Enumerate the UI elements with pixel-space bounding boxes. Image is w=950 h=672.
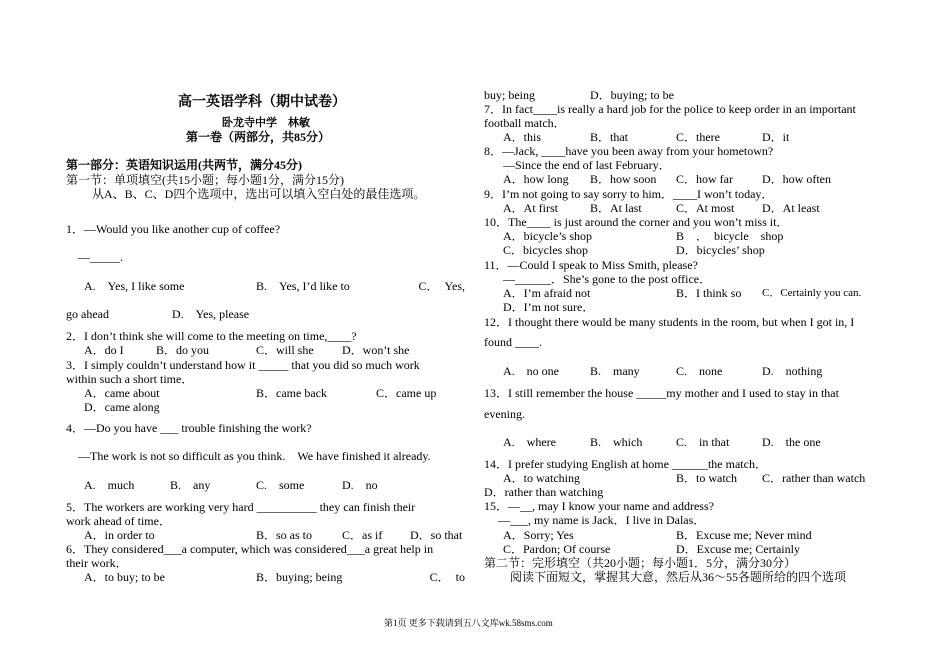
q1-option-c-cont: go ahead [66, 307, 109, 321]
q14-option-b: B．to watch [676, 471, 737, 485]
q10-option-c: C．bicycles shop [503, 243, 588, 257]
q15-stem: 15．—__, may I know your name and address? [484, 499, 714, 513]
q4-option-a: A. much [84, 478, 135, 492]
q12-option-a: A. no one [503, 364, 559, 378]
q13-option-d: D. the one [762, 435, 821, 449]
q6-stem-cont: their work． [66, 556, 128, 570]
q8-stem: 8．—Jack, ____have you been away from your hometown? [484, 144, 774, 158]
q15-option-d: D．Excuse me; Certainly [676, 542, 800, 556]
q4-stem: 4．—Do you have ___ trouble finishing the work? [66, 421, 312, 435]
q8-option-c: C．how far [676, 172, 733, 186]
q13-option-b: B. which [590, 435, 643, 449]
q3-option-a: A．came about [84, 386, 160, 400]
q7-option-c: C．there [676, 130, 720, 144]
q13-stem: 13．I still remember the house _____my mother and I used to stay in that [484, 386, 839, 400]
q15-option-c: C．Pardon; Of course [503, 542, 611, 556]
q2-stem: 2．I don’t think she will come to the meeting on time,____? [66, 329, 357, 343]
q8-option-d: D．how often [762, 172, 831, 186]
q9-option-c: C．At most [676, 201, 735, 215]
q15-option-b: B．Excuse me; Never mind [676, 528, 812, 542]
q7-option-b: B．that [590, 130, 628, 144]
q1-option-d: D. Yes, please [172, 307, 250, 321]
exam-title: 高一英语学科（期中试卷） [178, 95, 346, 110]
q15-option-a: A．Sorry; Yes [503, 528, 574, 542]
q5-option-d: D．so that [410, 528, 463, 542]
q6-stem: 6．They considered___a computer, which was considered___a great help in [66, 542, 434, 556]
q5-stem-cont: work ahead of time． [66, 514, 171, 528]
q8-reply: —Since the end of last February． [503, 158, 671, 172]
q3-option-b: B．came back [256, 386, 327, 400]
q6-option-a: A．to buy; to be [84, 570, 165, 584]
part1-heading: 第一部分：英语知识运用(共两节，满分45分) [66, 158, 302, 172]
q10-option-a: A．bicycle’s shop [503, 229, 592, 243]
q9-option-a: A．At first [503, 201, 558, 215]
q5-option-b: B．so as to [256, 528, 313, 542]
q1-stem: 1．—Would you like another cup of coffee? [66, 222, 281, 236]
q7-option-a: A．this [503, 130, 542, 144]
q12-stem: 12．I thought there would be many students in the room, but when I got in, I [484, 315, 855, 329]
q10-option-b: B ． bicycle shop [676, 229, 784, 243]
q4-option-d: D. no [342, 478, 378, 492]
q3-option-c: C．came up [376, 386, 437, 400]
q8-option-b: B．how soon [590, 172, 657, 186]
q2-option-c: C．will she [256, 343, 314, 357]
q1-reply: —_____. [78, 250, 123, 264]
q13-stem-cont: evening. [484, 407, 525, 421]
q10-option-d: D．bicycles’ shop [676, 243, 765, 257]
q7-option-d: D．it [762, 130, 790, 144]
q12-option-c: C. none [676, 364, 723, 378]
q14-option-a: A．to watching [503, 471, 580, 485]
q14-option-c: C．rather than watch [762, 471, 866, 485]
q4-option-b: B. any [170, 478, 211, 492]
q12-option-b: B. many [590, 364, 640, 378]
q1-option-b: B. Yes, I’d like to [256, 279, 350, 293]
q11-stem: 11．—Could I speak to Miss Smith, please? [484, 258, 698, 272]
q15-reply: —___, my name is Jack．I live in Dalas． [498, 513, 706, 527]
section2-heading: 第二节：完形填空（共20小题；每小题1．5分，满分30分） [484, 556, 797, 570]
page-footer: 第1页 更多下载请到五八文库wk.58sms.com [384, 618, 553, 628]
q3-option-d: D．came along [84, 400, 160, 414]
q9-stem: 9．I’m not going to say sorry to him．____I won’t today． [484, 187, 774, 201]
q8-option-a: A．how long [503, 172, 569, 186]
q14-stem: 14．I prefer studying English at home ______the match． [484, 457, 767, 471]
q12-stem-cont: found ____. [484, 335, 542, 349]
q7-stem-cont: football match． [484, 116, 566, 130]
q1-option-c: C． Yes, [418, 279, 465, 293]
q14-option-d: D．rather than watching [484, 485, 604, 499]
author-line: 卧龙寺中学 林敏 [222, 117, 310, 129]
q2-option-d: D．won’t she [342, 343, 410, 357]
q9-option-b: B．At last [590, 201, 642, 215]
q4-option-c: C. some [256, 478, 305, 492]
q11-option-a: A．I’m afraid not [503, 286, 591, 300]
q13-option-c: C. in that [676, 435, 730, 449]
q3-stem: 3．I simply couldn’t understand how it _____ that you did so much work [66, 358, 420, 372]
q6-option-c: C． to [429, 570, 465, 584]
section2-instruction: 阅读下面短文，掌握其大意，然后从36～55各题所给的四个选项 [510, 570, 847, 584]
q5-option-c: C．as if [342, 528, 383, 542]
q5-stem: 5．The workers are working very hard __________ they can finish their [66, 500, 416, 514]
q2-option-b: B．do you [156, 343, 210, 357]
q5-option-a: A．in order to [84, 528, 155, 542]
q4-reply: —The work is not so difficult as you think. We have finished it already. [78, 449, 431, 463]
section1-heading: 第一节：单项填空(共15小题；每小题1分，满分15分) [66, 173, 344, 187]
q7-stem: 7．In fact____is really a hard job for the police to keep order in an important [484, 102, 856, 116]
q11-option-d: D．I’m not sure． [503, 300, 595, 314]
section1-instruction: 从A、B、C、D四个选项中，选出可以填入空白处的最佳选项。 [92, 187, 426, 201]
q2-option-a: A．do I [84, 343, 124, 357]
q13-option-a: A. where [503, 435, 556, 449]
q11-reply: —______．She’s gone to the post office． [503, 272, 712, 286]
q6-option-c-cont: buy; being [484, 88, 535, 102]
q1-option-a: A. Yes, I like some [84, 279, 185, 293]
volume-heading: 第一卷（两部分，共85分） [186, 130, 331, 144]
q11-option-c: C．Certainly you can. [762, 287, 862, 299]
q6-option-d: D．buying; to be [590, 88, 674, 102]
q11-option-b: B．I think so [676, 286, 742, 300]
q6-option-b: B．buying; being [256, 570, 343, 584]
q3-stem-cont: within such a short time． [66, 372, 194, 386]
q9-option-d: D．At least [762, 201, 820, 215]
q10-stem: 10．The____ is just around the corner and you won’t miss it． [484, 215, 789, 229]
q12-option-d: D. nothing [762, 364, 823, 378]
